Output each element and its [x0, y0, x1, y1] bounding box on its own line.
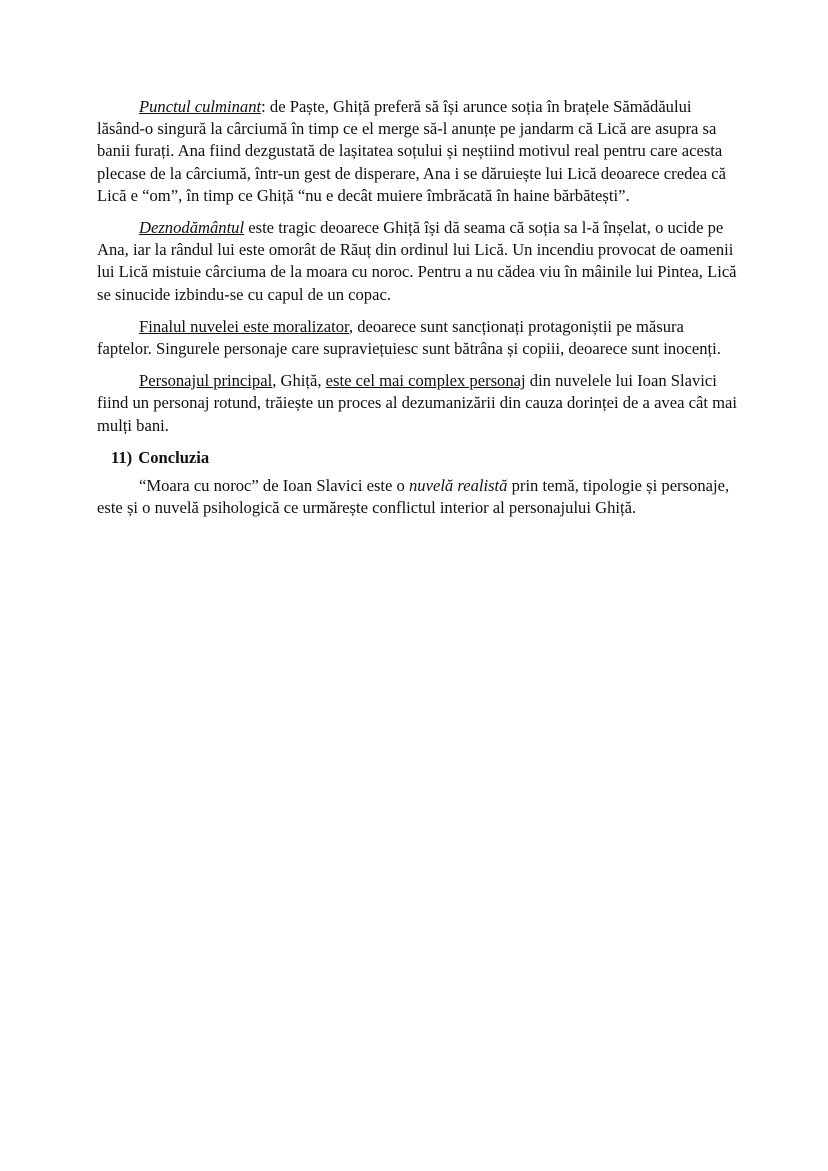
document-page [97, 96, 737, 529]
term-ending: Finalul nuvelei este moralizator [139, 316, 349, 336]
paragraph-denouement-text: este tragic deoarece Ghiță își dă seama că soția sa l-ă înșelat, o ucide pe Ana, iar la rândul lui este omorât de Răuț din ordinul lui Lică. Un incendiu provocat de oamenii lui Lică mistuie cârciuma de la moara cu noroc. Pentru a nu cădea viu în mâinile lui Pintea, Lică se sinucide izbindu-se cu capul de un copac. [97, 218, 737, 304]
section-heading-conclusion [111, 447, 737, 469]
paragraph-conclusion-text: prin temă, tipologie și personaje, este și o nuvelă psihologică ce urmărește conflictul interior al personajului Ghiță. [97, 476, 730, 518]
paragraph-main-character-mid: , Ghiță, [272, 371, 326, 391]
term-climax: Punctul culminant [139, 97, 262, 116]
paragraph-conclusion [97, 475, 737, 519]
paragraph-denouement [97, 217, 737, 306]
paragraph-ending-text: , deoarece sunt sancționați protagoniștii pe măsura faptelor. Singurele personaje care supraviețuiesc sunt bătrâna și copiii, deoarece sunt inocenți. [97, 316, 721, 359]
term-main-character: Personajul principal [139, 371, 273, 391]
term-realist-novella: nuvelă realistă [409, 476, 508, 496]
term-denouement: Deznodământul [139, 218, 245, 238]
term-complex-character: este cel mai complex personaj [325, 371, 526, 391]
paragraph-main-character [97, 370, 737, 437]
section-title: Concluzia [138, 447, 210, 467]
paragraph-climax [97, 96, 737, 207]
paragraph-ending [97, 316, 737, 360]
section-number: 11) [111, 447, 133, 467]
paragraph-climax-text: : de Paște, Ghiță preferă să își arunce soția în brațele Sămădăului lăsând-o singură la cârciumă în timp ce el merge să-l anunțe pe jandarm că Lică are asupra sa banii furați. Ana fiind dezgustată de lașitatea soțului și neștiind motivul real pentru care acesta plecase de la cârciumă, într-un gest de disperare, Ana i se dăruiește lui Lică deoarece credea că Lică e “om”, în timp ce Ghiță “nu e decât muiere îmbrăcată în haine bărbătești”. [97, 97, 726, 205]
paragraph-conclusion-start: “Moara cu noroc” de Ioan Slavici este o [139, 476, 409, 496]
paragraph-main-character-text: din nuvelele lui Ioan Slavici fiind un personaj rotund, trăiește un proces al dezumanizării din cauza dorinței de a avea cât mai mulți bani. [97, 371, 737, 435]
